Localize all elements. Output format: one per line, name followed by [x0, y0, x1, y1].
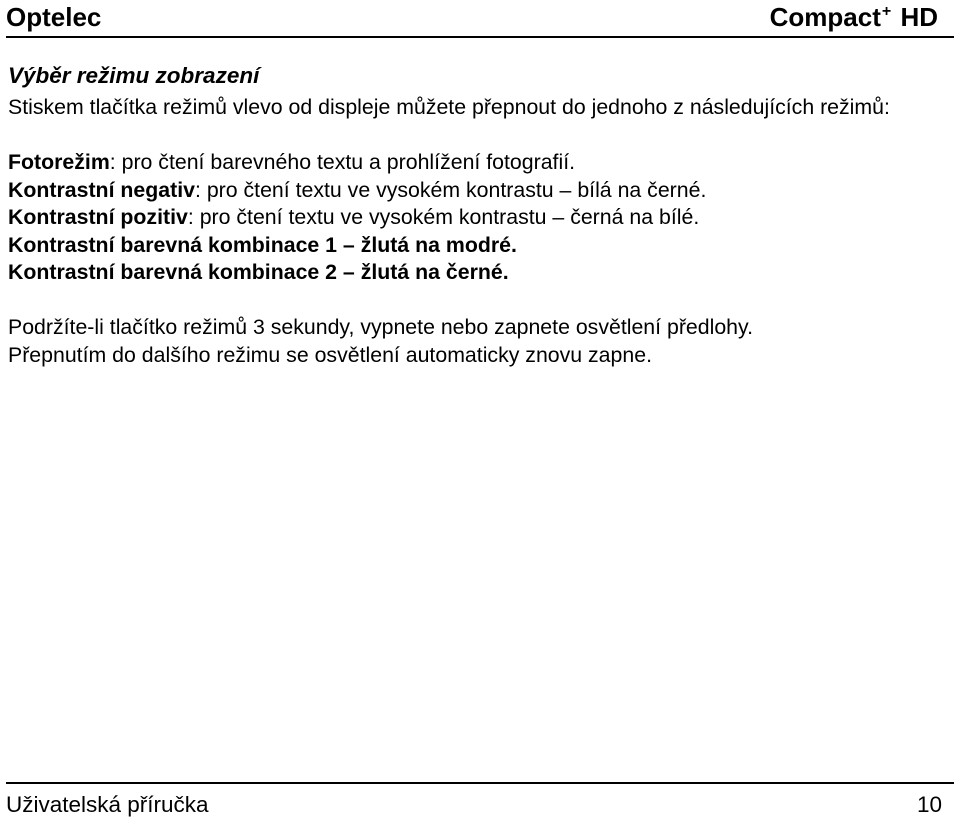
mode-item-photo [8, 149, 952, 177]
mode-name: Kontrastní pozitiv [8, 205, 188, 229]
mode-separator: : [187, 205, 200, 229]
footer-title: Uživatelská příručka [6, 792, 209, 817]
mode-description: pro čtení barevného textu a prohlížení fotografií. [121, 150, 576, 174]
section-title: Výběr režimu zobrazení [8, 63, 260, 88]
page-number: 10 [916, 792, 942, 817]
mode-name: Fotorežim [8, 150, 110, 174]
spacer [8, 287, 952, 315]
mode-description: pro čtení textu ve vysokém kontrastu – bílá na černé. [206, 177, 707, 202]
product-name-main: Compact [769, 2, 881, 32]
mode-description: pro čtení textu ve vysokém kontrastu – černá na bílé. [199, 205, 700, 229]
mode-item-color-combo-2: Kontrastní barevná kombinace 2 – žlutá na černé. [8, 260, 509, 284]
note-paragraph: Přepnutím do dalšího režimu se osvětlení automaticky znovu zapne. [8, 342, 652, 367]
brand-name: Optelec [6, 2, 102, 32]
note-paragraph: Podržíte-li tlačítko režimů 3 sekundy, vypnete nebo zapnete osvětlení předlohy. [8, 315, 754, 339]
mode-item-positive [8, 204, 952, 232]
product-name [770, 0, 938, 34]
mode-separator: : [109, 150, 122, 174]
page-content [8, 58, 952, 369]
mode-separator: : [194, 177, 207, 202]
page-header [6, 0, 954, 38]
spacer [8, 122, 952, 150]
page-footer [6, 782, 954, 824]
mode-item-color-combo-1: Kontrastní barevná kombinace 1 – žlutá na modré. [8, 232, 517, 257]
section-intro: Stiskem tlačítka režimů vlevo od displeje můžete přepnout do jednoho z následujících režimů: [8, 95, 890, 119]
product-name-plus: + [881, 3, 892, 20]
product-name-suffix: HD [900, 2, 938, 32]
mode-item-negative [8, 177, 952, 205]
mode-name: Kontrastní negativ [8, 177, 195, 202]
